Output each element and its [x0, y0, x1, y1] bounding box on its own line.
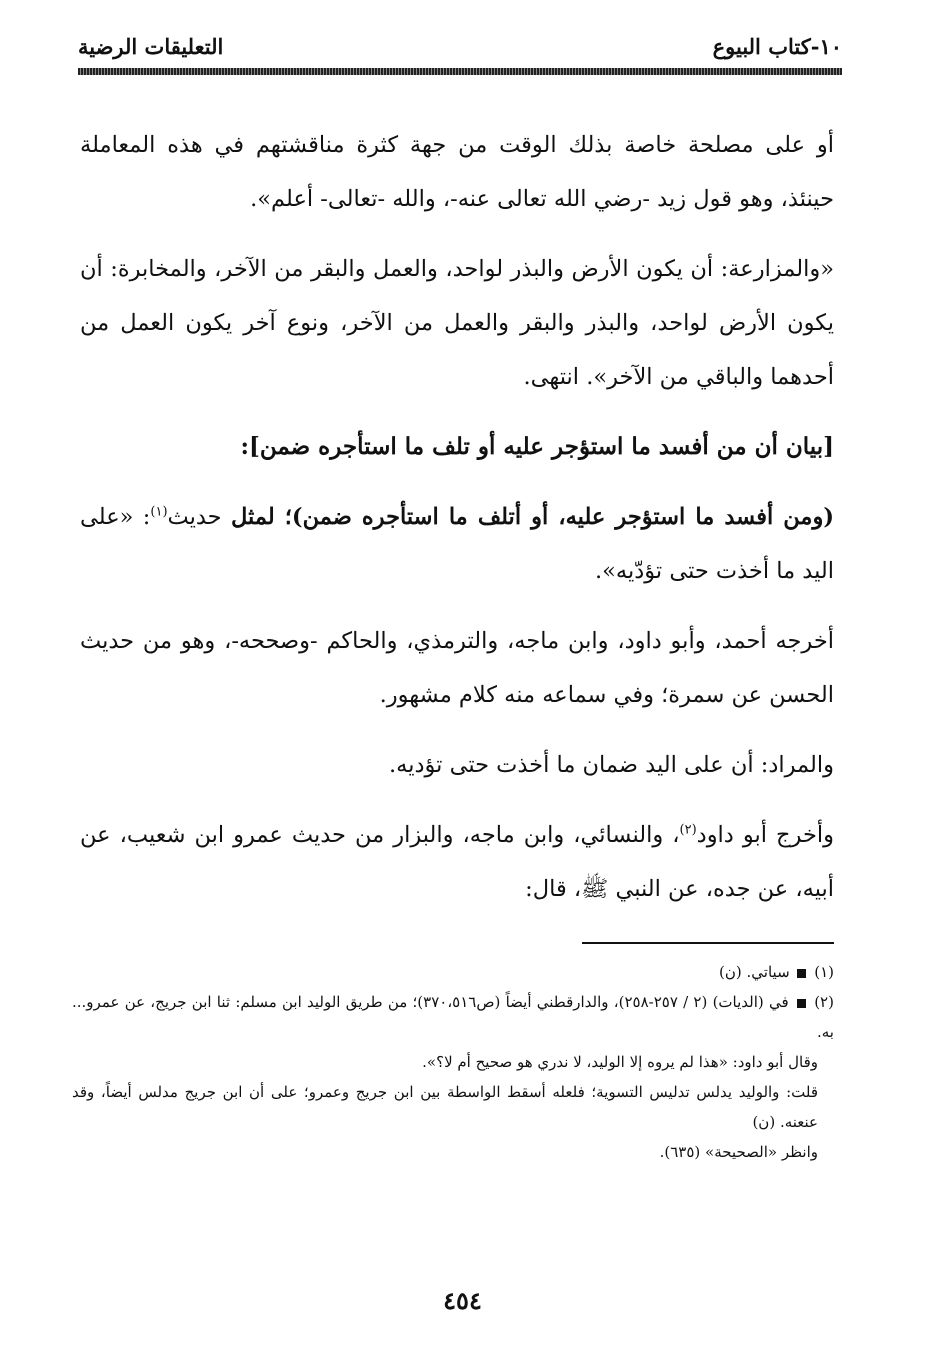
paragraph: أخرجه أحمد، وأبو داود، وابن ماجه، والترمذي، والحاكم -وصححه-، وهو من حديث الحسن عن سمرة؛ وفي سماعه منه كلام مشهور. — [80, 628, 834, 708]
footnote-number: (١) — [814, 963, 834, 981]
square-marker-icon — [797, 969, 806, 978]
footnote — [72, 957, 834, 987]
footnote-ref: (٢) — [679, 822, 697, 838]
footnote-line: وقال أبو داود: «هذا لم يروه إلا الوليد، لا ندري هو صحيح أم لا؟». — [422, 1053, 818, 1071]
footnote-text: في (الديات) (٢ / ٢٥٧-٢٥٨)، والدارقطني أيضاً (ص٣٧٠،٥١٦)؛ من طريق الوليد ابن مسلم: ثنا ابن جريج، عن عمرو... به. — [72, 993, 834, 1041]
header-rule — [78, 68, 842, 75]
paragraph-text: ، والنسائي، وابن ماجه، والبزار من حديث عمرو ابن شعيب، عن أبيه، عن جده، عن النبي ﷺ، قال: — [80, 822, 834, 902]
footnote-separator — [582, 942, 834, 944]
footnote-text: سياتي. (ن) — [719, 963, 790, 981]
footnote-line: قلت: والوليد يدلس تدليس التسوية؛ فلعله أسقط الواسطة بين ابن جريج وعمرو؛ على أن ابن جريج مدلس أيضاً، وقد عنعنه. (ن) — [72, 1083, 818, 1131]
footnotes — [72, 957, 834, 1167]
main-text — [80, 118, 834, 916]
section-heading: [بيان أن من أفسد ما استؤجر عليه أو تلف ما استأجره ضمن]: — [240, 433, 834, 460]
paragraph — [80, 808, 834, 916]
matn-text: (ومن أفسد ما استؤجر عليه، أو أتلف ما استأجره ضمن)؛ لمثل — [231, 504, 834, 530]
running-header — [78, 32, 842, 66]
square-marker-icon — [797, 999, 806, 1008]
paragraph-text: حديث — [167, 504, 222, 530]
book-title: التعليقات الرضية — [78, 34, 224, 59]
footnote-ref: (١) — [150, 504, 168, 520]
footnote-line: وانظر «الصحيحة» (٦٣٥). — [659, 1143, 818, 1161]
paragraph-text: : «على اليد ما أخذت حتى تؤدّيه». — [80, 504, 834, 584]
paragraph: والمراد: أن على اليد ضمان ما أخذت حتى تؤديه. — [389, 752, 834, 778]
footnote — [72, 987, 834, 1047]
paragraph: «والمزارعة: أن يكون الأرض والبذر لواحد، والعمل والبقر من الآخر، والمخابرة: أن يكون الأرض لواحد، والبذر والبقر والعمل من الآخر، ونوع آخر يكون العمل من أحدهما والباقي من الآخر». انتهى. — [80, 256, 834, 390]
footnote-number: (٢) — [814, 993, 834, 1011]
paragraph-text: وأخرج أبو داود — [696, 822, 834, 848]
chapter-title: ١٠-كتاب البيوع — [712, 34, 842, 59]
paragraph — [80, 490, 834, 598]
page-number: ٤٥٤ — [443, 1286, 482, 1315]
paragraph: أو على مصلحة خاصة بذلك الوقت من جهة كثرة مناقشتهم في هذه المعاملة حينئذ، وهو قول زيد -رضي الله تعالى عنه-، والله -تعالى- أعلم». — [80, 132, 834, 212]
